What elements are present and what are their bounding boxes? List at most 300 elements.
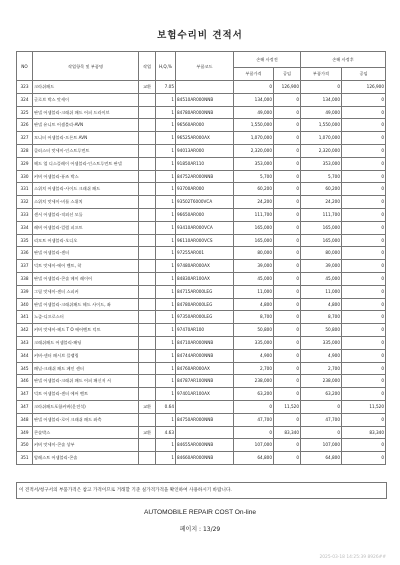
cell-no: 343 <box>17 336 33 349</box>
cell-work <box>139 144 156 157</box>
cell-part-price-after: 49,000 <box>301 106 342 119</box>
cell-no: 340 <box>17 298 33 311</box>
cell-work <box>139 183 156 196</box>
cell-no: 341 <box>17 311 33 324</box>
cell-part-price-after: 80,000 <box>301 247 342 260</box>
cell-work <box>139 170 156 183</box>
cell-part-price-after: 64,800 <box>301 452 342 465</box>
table-row <box>17 260 386 273</box>
cell-code: 84710AR000NNB <box>176 336 234 349</box>
cell-item: 모니터 어셈블리-프론트 AVN <box>33 132 139 145</box>
cell-part-price-after: 63,200 <box>301 388 342 401</box>
cell-item: 크래쉬패드 어셈블리-패딩 <box>33 336 139 349</box>
cell-work <box>139 452 156 465</box>
cell-work <box>139 247 156 260</box>
cell-no: 349 <box>17 426 33 439</box>
cell-no: 333 <box>17 208 33 221</box>
table-row <box>17 400 386 413</box>
table-row <box>17 93 386 106</box>
cell-labor-before: 0 <box>274 413 301 426</box>
table-row <box>17 144 386 157</box>
cell-code: 96650AR000 <box>176 208 234 221</box>
cell-no: 351 <box>17 452 33 465</box>
cell-code: 84830AR100AX <box>176 272 234 285</box>
cell-part-price-after: 1,070,000 <box>301 132 342 145</box>
cell-part-price-after: 335,000 <box>301 336 342 349</box>
cell-part-price-before: 2,320,000 <box>234 144 274 157</box>
cell-labor-after: 0 <box>342 221 386 234</box>
cell-no: 344 <box>17 349 33 362</box>
cell-labor-after: 0 <box>342 311 386 324</box>
cell-hq: 1 <box>156 272 176 285</box>
table-row <box>17 285 386 298</box>
cell-labor-before: 11,520 <box>274 400 301 413</box>
cell-item: 패널-크래쉬 패드 페인 센터 <box>33 362 139 375</box>
table-row <box>17 375 386 388</box>
cell-labor-before: 0 <box>274 247 301 260</box>
table-row <box>17 426 386 439</box>
cell-part-price-before: 50,800 <box>234 324 274 337</box>
cell-hq: 1 <box>156 324 176 337</box>
cell-code: 84780AR000NNB <box>176 106 234 119</box>
cell-code <box>176 426 234 439</box>
cell-part-price-before: 335,000 <box>234 336 274 349</box>
table-row <box>17 170 386 183</box>
cell-code: 84787AR100NNB <box>176 375 234 388</box>
cell-no: 332 <box>17 196 33 209</box>
cell-part-price-before: 45,000 <box>234 272 274 285</box>
cell-labor-after: 126,900 <box>342 81 386 94</box>
header-no: NO <box>17 52 33 81</box>
cell-work <box>139 375 156 388</box>
cell-item: 리모트 어셈블리-오디오 <box>33 234 139 247</box>
cell-no: 327 <box>17 132 33 145</box>
cell-no: 331 <box>17 183 33 196</box>
cell-labor-after: 0 <box>342 119 386 132</box>
cell-part-price-before: 24,200 <box>234 196 274 209</box>
cell-labor-before: 0 <box>274 119 301 132</box>
cell-item: 커버 어셈블리-퓨즈 박스 <box>33 170 139 183</box>
header-damage: 손해 사정전 <box>234 52 301 68</box>
cell-work <box>139 119 156 132</box>
cell-part-price-after: 60,200 <box>301 183 342 196</box>
cell-labor-before: 0 <box>274 439 301 452</box>
cell-part-price-after: 2,320,000 <box>301 144 342 157</box>
cell-work <box>139 221 156 234</box>
cell-item: 클러스터 맛세이-인스트루먼트 <box>33 144 139 157</box>
cell-labor-after: 0 <box>342 298 386 311</box>
cell-work <box>139 106 156 119</box>
table-row <box>17 234 386 247</box>
cell-hq: 1 <box>156 336 176 349</box>
cell-labor-after: 0 <box>342 208 386 221</box>
cell-work <box>139 298 156 311</box>
cell-hq: 1 <box>156 157 176 170</box>
cell-code: 97350AR000LEG <box>176 311 234 324</box>
cell-no: 342 <box>17 324 33 337</box>
cell-labor-before: 0 <box>274 183 301 196</box>
table-row <box>17 349 386 362</box>
cell-no: 326 <box>17 119 33 132</box>
cell-no: 329 <box>17 157 33 170</box>
cell-work <box>139 349 156 362</box>
cell-item: 노즐-디프로스터 <box>33 311 139 324</box>
cell-code: 96560AR000 <box>176 119 234 132</box>
cell-work <box>139 324 156 337</box>
cell-labor-after: 0 <box>342 106 386 119</box>
cell-hq: 1 <box>156 170 176 183</box>
cell-labor-before: 0 <box>274 93 301 106</box>
cell-item: 커버-센터 패시브 플랩링 <box>33 349 139 362</box>
cell-part-price-after: 1,550,000 <box>301 119 342 132</box>
cell-code: 84510AR000NNB <box>176 93 234 106</box>
cell-no: 348 <box>17 413 33 426</box>
cell-code: 93700AR000 <box>176 183 234 196</box>
header-part-price-before: 부품가격 <box>234 68 274 81</box>
cell-hq: 1 <box>156 311 176 324</box>
cell-part-price-before: 4,800 <box>234 298 274 311</box>
cell-item: 커버 맛세이-헤드 T O 에어벤트 덕트 <box>33 324 139 337</box>
cell-part-price-after: 39,000 <box>301 260 342 273</box>
table-row <box>17 413 386 426</box>
cell-code: 96110AR000VCS <box>176 234 234 247</box>
cell-no: 323 <box>17 81 33 94</box>
cell-hq: 1 <box>156 285 176 298</box>
cell-item: 덕트 어셈블리-센터 에어 벤트 <box>33 388 139 401</box>
cell-part-price-after: 0 <box>301 426 342 439</box>
cell-hq: 1 <box>156 260 176 273</box>
cell-labor-before: 0 <box>274 221 301 234</box>
cell-part-price-before: 1,070,000 <box>234 132 274 145</box>
cell-work <box>139 439 156 452</box>
cell-hq: 1 <box>156 196 176 209</box>
cell-part-price-before: 1,550,000 <box>234 119 274 132</box>
cell-labor-before: 0 <box>274 452 301 465</box>
cell-no: 330 <box>17 170 33 183</box>
cell-labor-before: 0 <box>274 349 301 362</box>
cell-item: 판넬 어셈블리-크래쉬패드 헤드 사이드, 좌 <box>33 298 139 311</box>
cell-code <box>176 400 234 413</box>
cell-work <box>139 208 156 221</box>
cell-hq: 1 <box>156 208 176 221</box>
cell-no: 328 <box>17 144 33 157</box>
header-code: 부품코드 <box>176 52 234 81</box>
cell-item: 판넬 어셈블리-크래쉬 패드 어퍼 드라이브 <box>33 106 139 119</box>
cell-part-price-before: 0 <box>234 426 274 439</box>
cell-code: 84744AR000NNB <box>176 349 234 362</box>
cell-hq: 1 <box>156 144 176 157</box>
table-row <box>17 81 386 94</box>
cell-part-price-after: 2,700 <box>301 362 342 375</box>
cell-no: 324 <box>17 93 33 106</box>
cell-hq: 4.63 <box>156 426 176 439</box>
cell-part-price-before: 47,700 <box>234 413 274 426</box>
cell-no: 347 <box>17 400 33 413</box>
cell-labor-after: 11,520 <box>342 400 386 413</box>
cell-labor-before: 0 <box>274 234 301 247</box>
cell-labor-before: 83,340 <box>274 426 301 439</box>
table-row <box>17 311 386 324</box>
cell-item: 레버 어셈블리-컬럼 피프트 <box>33 221 139 234</box>
cell-no: 347 <box>17 388 33 401</box>
cell-code: 84655AR000NNB <box>176 439 234 452</box>
footer-title: AUTOMOBILE REPAIR COST On-line <box>143 509 257 516</box>
cell-hq: 0.64 <box>156 400 176 413</box>
cell-labor-after: 0 <box>342 247 386 260</box>
page-number: 페이지 : 13/29 <box>179 526 221 533</box>
cell-part-price-after: 11,000 <box>301 285 342 298</box>
cell-labor-after: 0 <box>342 144 386 157</box>
cell-item: 콘솔박스 <box>33 426 139 439</box>
cell-part-price-after: 8,700 <box>301 311 342 324</box>
cell-item: 그릴 맛세이-센터 스피커 <box>33 285 139 298</box>
cell-part-price-after: 165,000 <box>301 234 342 247</box>
table-row <box>17 362 386 375</box>
cell-hq: 1 <box>156 247 176 260</box>
cell-part-price-before: 4,900 <box>234 349 274 362</box>
header-hq: H,Q,% <box>156 52 176 81</box>
header-labor-before: 공임 <box>274 68 301 81</box>
cell-labor-after: 0 <box>342 285 386 298</box>
cell-labor-after: 0 <box>342 93 386 106</box>
cell-labor-after: 0 <box>342 375 386 388</box>
cell-code: 97480AR000AX <box>176 260 234 273</box>
table-header <box>17 52 386 81</box>
cell-item: 커버 맛세이-콘솔 상부 <box>33 439 139 452</box>
cell-labor-before: 0 <box>274 311 301 324</box>
cell-work <box>139 311 156 324</box>
cell-work: 교환 <box>139 400 156 413</box>
table-row <box>17 119 386 132</box>
cell-part-price-after: 165,000 <box>301 221 342 234</box>
cell-item: 판넬 어셈블리-크래쉬 패드 어퍼 패신저 서 <box>33 375 139 388</box>
cell-item: 센서 어셈블리-적외선 모듈 <box>33 208 139 221</box>
cell-part-price-after: 0 <box>301 400 342 413</box>
table-row <box>17 452 386 465</box>
cell-work: 교환 <box>139 426 156 439</box>
cell-part-price-after: 50,800 <box>301 324 342 337</box>
cell-part-price-before: 63,200 <box>234 388 274 401</box>
cell-labor-after: 0 <box>342 362 386 375</box>
cell-labor-before: 0 <box>274 170 301 183</box>
cell-work <box>139 157 156 170</box>
cell-part-price-before: 11,000 <box>234 285 274 298</box>
cell-work <box>139 132 156 145</box>
cell-labor-before: 0 <box>274 324 301 337</box>
cell-part-price-before: 165,000 <box>234 234 274 247</box>
cell-labor-before: 0 <box>274 362 301 375</box>
cell-part-price-before: 39,000 <box>234 260 274 273</box>
cell-item: 판넬 어셈블리-로어 크래쉬 패드 좌측 <box>33 413 139 426</box>
cell-work <box>139 196 156 209</box>
cell-part-price-before: 49,000 <box>234 106 274 119</box>
cell-work <box>139 93 156 106</box>
cell-labor-after: 0 <box>342 452 386 465</box>
cell-work: 교환 <box>139 81 156 94</box>
cell-labor-before: 0 <box>274 285 301 298</box>
cell-part-price-before: 0 <box>234 81 274 94</box>
cell-labor-before: 0 <box>274 157 301 170</box>
header-labor-after: 공임 <box>342 68 386 81</box>
document-title: 보험수리비 견적서 <box>157 30 243 41</box>
header-work: 작업 <box>139 52 156 81</box>
table-row <box>17 157 386 170</box>
table-row <box>17 336 386 349</box>
cell-no: 350 <box>17 439 33 452</box>
cell-no: 337 <box>17 260 33 273</box>
cell-item: 헤드 업 디스플레이 어셈블리-인스트루먼트 판넬 <box>33 157 139 170</box>
cell-code: 94013AR000 <box>176 144 234 157</box>
cell-code: 84780AR000LEG <box>176 298 234 311</box>
cell-code: 97255AR001 <box>176 247 234 260</box>
cell-code: 93410AR000VCA <box>176 221 234 234</box>
header-claim: 손해 사정후 <box>301 52 386 68</box>
cell-code: 84750AR000NNB <box>176 413 234 426</box>
table-row <box>17 388 386 401</box>
cell-labor-before: 0 <box>274 144 301 157</box>
cell-labor-before: 0 <box>274 272 301 285</box>
cell-hq: 1 <box>156 439 176 452</box>
cell-labor-before: 0 <box>274 132 301 145</box>
cell-part-price-before: 2,700 <box>234 362 274 375</box>
table-row <box>17 196 386 209</box>
table-row <box>17 208 386 221</box>
cell-code: 97401AR100AX <box>176 388 234 401</box>
cell-part-price-after: 353,000 <box>301 157 342 170</box>
table-row <box>17 439 386 452</box>
cell-code: 93502T6000VCA <box>176 196 234 209</box>
cell-part-price-before: 5,700 <box>234 170 274 183</box>
cell-labor-after: 0 <box>342 132 386 145</box>
cell-hq: 1 <box>156 119 176 132</box>
cell-labor-after: 0 <box>342 336 386 349</box>
cell-part-price-after: 45,000 <box>301 272 342 285</box>
cell-part-price-before: 64,800 <box>234 452 274 465</box>
cell-work <box>139 234 156 247</box>
cell-work <box>139 413 156 426</box>
cell-labor-after: 0 <box>342 260 386 273</box>
cell-part-price-after: 24,200 <box>301 196 342 209</box>
cell-labor-before: 0 <box>274 388 301 401</box>
table-row <box>17 106 386 119</box>
cell-no: 345 <box>17 362 33 375</box>
table-row <box>17 247 386 260</box>
header-item: 작업항목 및 부품명 <box>33 52 139 81</box>
cell-no: 336 <box>17 247 33 260</box>
cell-part-price-after: 4,900 <box>301 349 342 362</box>
cell-no: 339 <box>17 285 33 298</box>
cell-item: 암레스트 어셈블리-콘솔 <box>33 452 139 465</box>
cell-labor-after: 0 <box>342 413 386 426</box>
cell-labor-after: 0 <box>342 196 386 209</box>
cell-item: 크라쉬패드 <box>33 81 139 94</box>
cell-part-price-before: 134,000 <box>234 93 274 106</box>
cell-hq: 1 <box>156 388 176 401</box>
cell-hq: 7.05 <box>156 81 176 94</box>
table-row <box>17 272 386 285</box>
cell-labor-before: 126,900 <box>274 81 301 94</box>
cell-hq: 1 <box>156 93 176 106</box>
cell-labor-before: 0 <box>274 375 301 388</box>
cell-part-price-before: 238,000 <box>234 375 274 388</box>
cell-hq: 1 <box>156 298 176 311</box>
cell-work <box>139 285 156 298</box>
cell-part-price-before: 0 <box>234 400 274 413</box>
cell-code: 84715AR000LEG <box>176 285 234 298</box>
cell-code: 97470AR100 <box>176 324 234 337</box>
cell-labor-after: 0 <box>342 272 386 285</box>
cell-part-price-before: 111,700 <box>234 208 274 221</box>
table-row <box>17 298 386 311</box>
cell-labor-before: 0 <box>274 336 301 349</box>
cell-no: 335 <box>17 234 33 247</box>
cell-labor-after: 0 <box>342 170 386 183</box>
table-body <box>17 81 386 465</box>
cell-labor-after: 0 <box>342 388 386 401</box>
cell-work <box>139 272 156 285</box>
cell-no: 338 <box>17 272 33 285</box>
cell-hq: 1 <box>156 183 176 196</box>
header-part-price-after: 부품가격 <box>301 68 342 81</box>
cell-code: 84760AR000AX <box>176 362 234 375</box>
cell-part-price-after: 4,800 <box>301 298 342 311</box>
cell-work <box>139 260 156 273</box>
cell-no: 334 <box>17 221 33 234</box>
cell-labor-after: 0 <box>342 234 386 247</box>
cell-hq: 1 <box>156 234 176 247</box>
table-row <box>17 324 386 337</box>
cell-part-price-before: 60,200 <box>234 183 274 196</box>
cell-hq: 1 <box>156 452 176 465</box>
cell-part-price-before: 80,000 <box>234 247 274 260</box>
cell-no: 346 <box>17 375 33 388</box>
table-row <box>17 221 386 234</box>
table-row <box>17 183 386 196</box>
cell-part-price-after: 134,000 <box>301 93 342 106</box>
table-row <box>17 132 386 145</box>
cell-hq: 1 <box>156 106 176 119</box>
cell-code: 96525AR000AX <box>176 132 234 145</box>
cell-item: 판넬 유니트 어셈블리-AVN <box>33 119 139 132</box>
cell-item: 덕트 맛세이-에어 벤트, 착 <box>33 260 139 273</box>
cell-code: 84660AR000NNB <box>176 452 234 465</box>
print-timestamp: 2025-03-18 14:25:39 8926## <box>319 555 386 560</box>
cell-item: 판넬 어셈블리-콘솔 메이 레이어 <box>33 272 139 285</box>
cell-part-price-after: 47,700 <box>301 413 342 426</box>
cell-item: 크라쉬패드포함커버(운전석) <box>33 400 139 413</box>
cell-hq: 1 <box>156 375 176 388</box>
cell-item: 스위치 맛세이-비틀 스위치 <box>33 196 139 209</box>
cell-no: 325 <box>17 106 33 119</box>
cell-labor-after: 0 <box>342 439 386 452</box>
cell-code: 84752AR000NNB <box>176 170 234 183</box>
cell-labor-before: 0 <box>274 260 301 273</box>
cell-part-price-after: 0 <box>301 81 342 94</box>
cell-labor-before: 0 <box>274 208 301 221</box>
cell-labor-after: 0 <box>342 157 386 170</box>
cell-hq: 1 <box>156 413 176 426</box>
cell-labor-after: 0 <box>342 183 386 196</box>
cell-labor-after: 0 <box>342 349 386 362</box>
cell-part-price-before: 165,000 <box>234 221 274 234</box>
cell-part-price-after: 111,700 <box>301 208 342 221</box>
cell-code: 91850AR110 <box>176 157 234 170</box>
cell-work <box>139 388 156 401</box>
cell-part-price-before: 107,000 <box>234 439 274 452</box>
cell-labor-after: 0 <box>342 324 386 337</box>
cell-item: 판넬 어셈블리-센터 <box>33 247 139 260</box>
notice-text: 이 견적서/청구서의 부품가격은 참고 가격이므로 거래할 기준 실가격가격을 확인하여 사용하시기 바랍니다. <box>16 482 387 499</box>
